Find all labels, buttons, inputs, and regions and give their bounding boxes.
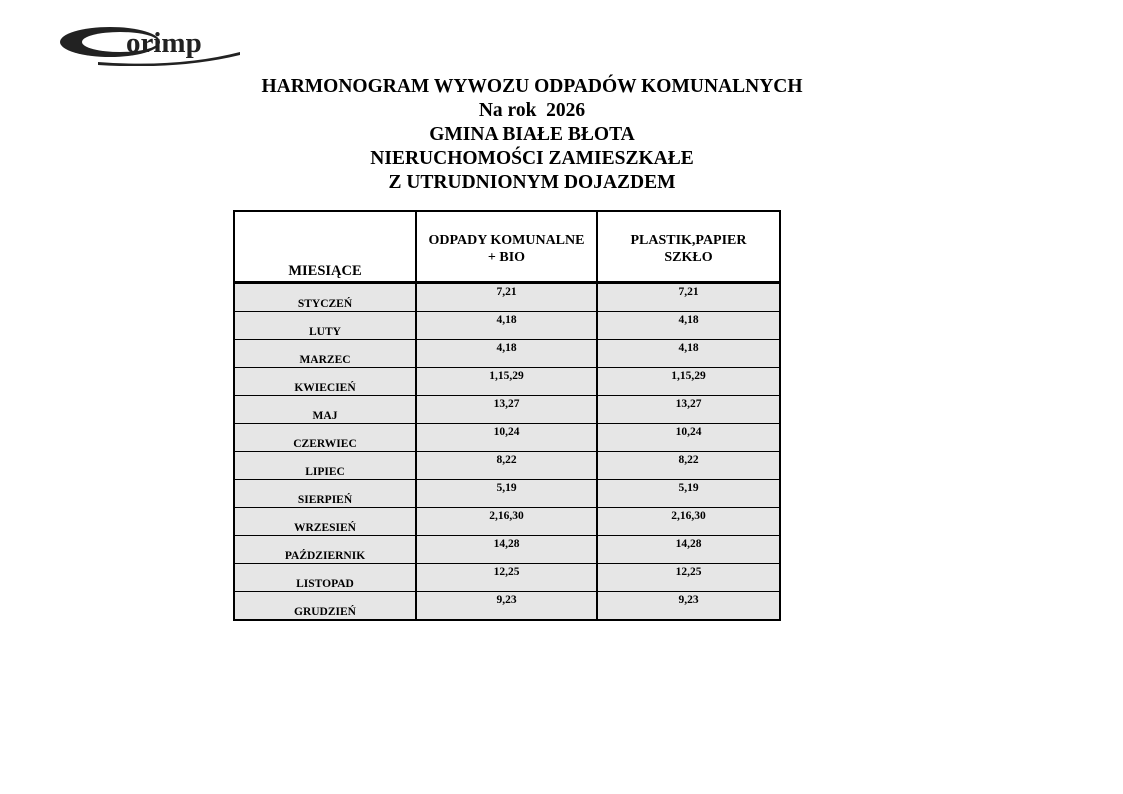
mixed-dates-cell: 9,23 [416, 591, 597, 620]
title-line-5: Z UTRUDNIONYM DOJAZDEM [388, 172, 676, 193]
table-row [234, 451, 780, 479]
recyclables-dates-cell: 1,15,29 [597, 367, 780, 395]
table-row [234, 479, 780, 507]
month-cell: LISTOPAD [234, 563, 416, 591]
table-row [234, 311, 780, 339]
mixed-dates-cell: 13,27 [416, 395, 597, 423]
mixed-dates-cell: 1,15,29 [416, 367, 597, 395]
month-cell: GRUDZIEŃ [234, 591, 416, 620]
page-title [232, 75, 832, 195]
mixed-dates-cell: 4,18 [416, 311, 597, 339]
title-line-2: Na rok 2026 [478, 100, 586, 121]
title-line-3: GMINA BIAŁE BŁOTA [429, 124, 635, 145]
header-recyclables [597, 211, 780, 282]
table-row [234, 367, 780, 395]
month-cell: LUTY [234, 311, 416, 339]
mixed-dates-cell: 8,22 [416, 451, 597, 479]
header-mixed-line1: ODPADY KOMUNALNE [428, 233, 585, 248]
month-cell: CZERWIEC [234, 423, 416, 451]
title-line-4: NIERUCHOMOŚCI ZAMIESZKAŁE [370, 148, 694, 169]
mixed-dates-cell: 12,25 [416, 563, 597, 591]
recyclables-dates-cell: 9,23 [597, 591, 780, 620]
company-logo [58, 22, 240, 66]
mixed-dates-cell: 14,28 [416, 535, 597, 563]
header-mixed-line2: + BIO [487, 250, 526, 265]
mixed-dates-cell: 2,16,30 [416, 507, 597, 535]
table-row [234, 563, 780, 591]
mixed-dates-cell: 10,24 [416, 423, 597, 451]
recyclables-dates-cell: 4,18 [597, 311, 780, 339]
table-header-row [234, 211, 780, 282]
mixed-dates-cell: 5,19 [416, 479, 597, 507]
header-recyclables-line2: SZKŁO [664, 250, 713, 265]
recyclables-dates-cell: 4,18 [597, 339, 780, 367]
table-row [234, 282, 780, 311]
logo-text: orimp [126, 27, 202, 59]
header-mixed-waste [416, 211, 597, 282]
mixed-dates-cell: 7,21 [416, 282, 597, 311]
schedule-table [233, 210, 781, 621]
recyclables-dates-cell: 10,24 [597, 423, 780, 451]
recyclables-dates-cell: 14,28 [597, 535, 780, 563]
month-cell: WRZESIEŃ [234, 507, 416, 535]
recyclables-dates-cell: 8,22 [597, 451, 780, 479]
month-cell: SIERPIEŃ [234, 479, 416, 507]
table-row [234, 395, 780, 423]
month-cell: STYCZEŃ [234, 282, 416, 311]
header-recyclables-line1: PLASTIK,PAPIER [630, 233, 747, 248]
header-months: MIESIĄCE [234, 211, 416, 282]
table-row [234, 535, 780, 563]
month-cell: LIPIEC [234, 451, 416, 479]
month-cell: MAJ [234, 395, 416, 423]
table-row [234, 339, 780, 367]
table-row [234, 591, 780, 620]
recyclables-dates-cell: 13,27 [597, 395, 780, 423]
mixed-dates-cell: 4,18 [416, 339, 597, 367]
recyclables-dates-cell: 12,25 [597, 563, 780, 591]
title-line-1: HARMONOGRAM WYWOZU ODPADÓW KOMUNALNYCH [261, 76, 803, 97]
month-cell: PAŹDZIERNIK [234, 535, 416, 563]
recyclables-dates-cell: 5,19 [597, 479, 780, 507]
table-row [234, 423, 780, 451]
month-cell: KWIECIEŃ [234, 367, 416, 395]
table-row [234, 507, 780, 535]
recyclables-dates-cell: 7,21 [597, 282, 780, 311]
recyclables-dates-cell: 2,16,30 [597, 507, 780, 535]
month-cell: MARZEC [234, 339, 416, 367]
